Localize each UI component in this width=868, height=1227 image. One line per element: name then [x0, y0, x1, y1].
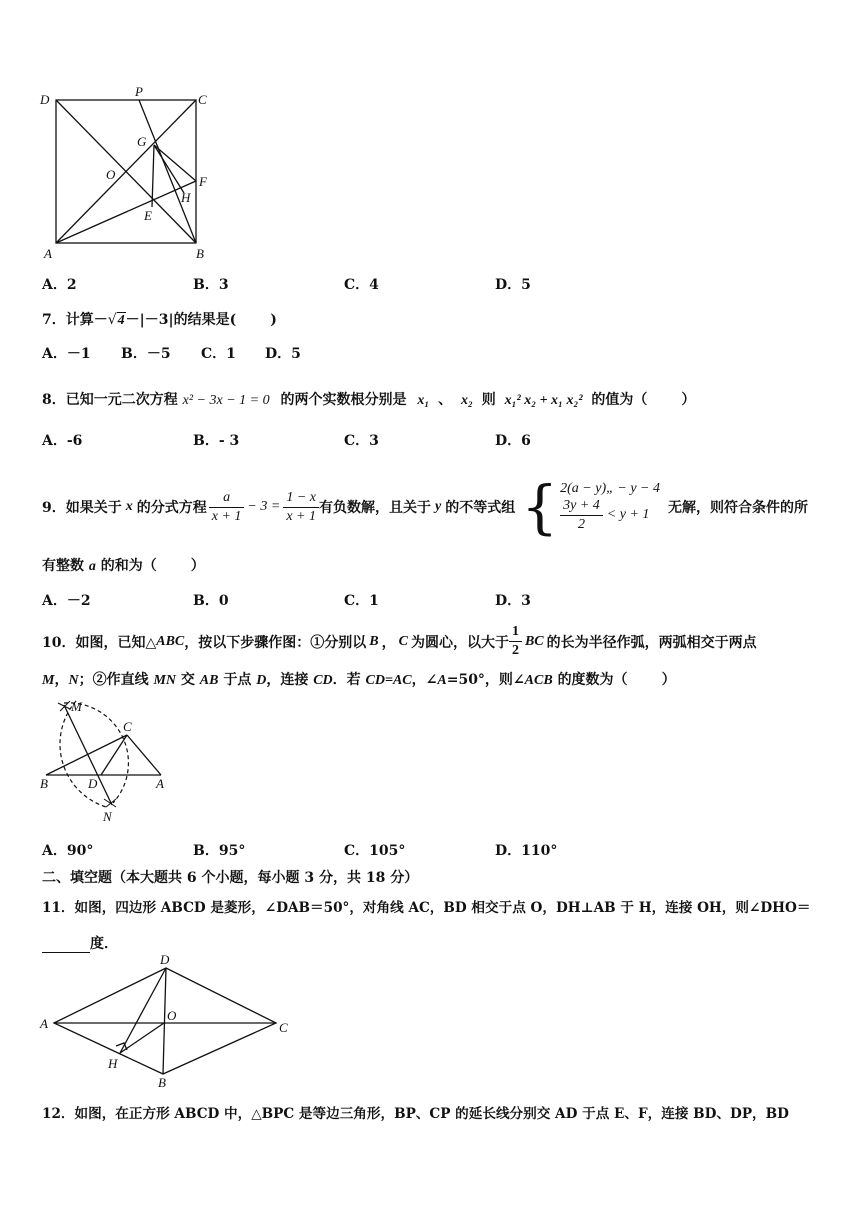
label-g: G	[137, 134, 147, 149]
q10-bc: BC	[524, 633, 544, 649]
label-h: H	[181, 190, 191, 205]
q10-d: D	[256, 673, 267, 688]
q9-fraction-2	[283, 489, 319, 526]
label-c: C	[279, 1020, 288, 1035]
question-9-line2	[42, 555, 205, 575]
segment-ge	[152, 145, 154, 207]
q6-option-c: C．4	[344, 277, 379, 293]
label-o: O	[167, 1008, 177, 1023]
question-9-line1	[42, 473, 809, 541]
segment-gf	[154, 145, 196, 181]
q10-n: N	[68, 673, 79, 688]
q7-option-b: B．－5	[121, 346, 171, 362]
segment-gh	[154, 145, 184, 193]
segment-dh	[120, 968, 166, 1053]
q8-x2: x₂	[460, 393, 473, 408]
q10-abc: ABC	[156, 633, 185, 649]
q10-c: C	[398, 633, 408, 649]
label-f: F	[199, 174, 207, 189]
q10-option-b: B．95°	[193, 843, 246, 859]
q10-line2-f: 于点	[223, 672, 252, 688]
label-b: B	[158, 1075, 166, 1090]
q9-sys-line1: 2(a − y)„ − y − 4	[560, 480, 661, 496]
question-10-line1	[42, 623, 757, 660]
q8-then: 则	[481, 392, 496, 408]
q10-half-den: 2	[511, 643, 519, 658]
q9-sys-frac-den: 2	[577, 516, 585, 532]
q10-option-a: A．90°	[42, 843, 94, 859]
q11-line2-end: 度．	[90, 936, 118, 952]
q9-system	[560, 481, 660, 534]
label-b: B	[40, 776, 48, 791]
q10-line2-b: ，	[54, 672, 69, 688]
label-o: O	[106, 167, 116, 182]
q8-option-d: D．6	[495, 433, 531, 449]
label-d: D	[160, 952, 170, 967]
q9-line2: 有整数	[42, 558, 84, 574]
q8-equation: x² − 3x − 1 = 0	[182, 393, 270, 408]
label-h: H	[108, 1056, 118, 1071]
q9-frac1-den: x + 1	[211, 508, 242, 524]
triangle-construction-figure	[36, 695, 176, 825]
q8-expr: x₁² x₂ + x₁ x₂²	[504, 393, 583, 408]
q10-line2-i: ，∠	[411, 672, 438, 688]
label-a: A	[156, 776, 164, 791]
q7-option-a: A．－1	[42, 346, 91, 362]
q10-mn: MN	[153, 673, 177, 688]
q9-fraction-1	[209, 489, 245, 526]
q10-close: ）	[661, 672, 676, 688]
q9-text4: 无解，则符合条件的所	[668, 500, 809, 516]
label-m: M	[71, 699, 82, 714]
q9-sys-line2-rest: < y + 1	[606, 507, 650, 522]
q10-line2-j: =50°，则∠	[446, 672, 525, 688]
q9-close: ）	[190, 558, 205, 574]
q8-x1: x₁	[417, 393, 430, 408]
q9-text1: 的分式方程	[136, 500, 207, 516]
q7-radical: 4	[117, 313, 125, 328]
label-b: B	[196, 246, 204, 261]
segment-af	[56, 181, 196, 243]
section-2-heading: 二、填空题（本大题共 6 个小题，每小题 3 分，共 18 分）	[42, 870, 419, 886]
q9-var-a: a	[88, 559, 96, 574]
label-n: N	[103, 809, 112, 824]
q10-half	[509, 623, 522, 660]
q9-minus3: − 3 =	[247, 499, 281, 514]
q9-var-x: x	[125, 499, 133, 514]
label-d: D	[40, 92, 50, 107]
label-c: C	[198, 92, 207, 107]
question-12-line1: 12．如图，在正方形 ABCD 中，△BPC 是等边三角形，BP、CP 的延长线分别交 AD 于点 E、F，连接 BD、DP，BD	[42, 1106, 789, 1122]
q9-text3: 的不等式组	[445, 500, 516, 516]
q10-aa: A	[437, 673, 447, 688]
q9-frac2-num: 1 − x	[283, 489, 319, 508]
q7-option-c: C．1	[201, 346, 236, 362]
q8-end: 的值为（	[591, 392, 648, 408]
q9-frac1-num: a	[209, 489, 245, 508]
q7-option-d: D．5	[265, 346, 301, 362]
q7-text-start: 7．计算－	[42, 312, 108, 328]
q8-option-b: B．- 3	[193, 433, 240, 449]
q10-option-c: C．105°	[344, 843, 406, 859]
q8-option-a: A．-6	[42, 433, 83, 449]
question-11-line1: 11．如图，四边形 ABCD 是菱形，∠DAB＝50°，对角线 AC，BD 相交于点 O，DH⊥AB 于 H，连接 OH，则∠DHO＝	[42, 900, 811, 916]
q9-option-a: A．－2	[42, 593, 91, 609]
q8-mid: 的两个实数根分别是	[280, 392, 407, 408]
q10-option-d: D．110°	[495, 843, 558, 859]
label-e: E	[144, 208, 152, 223]
q7-text-mid: －|－3|的结果是(	[125, 312, 237, 328]
question-7	[42, 309, 277, 329]
label-d: D	[88, 776, 98, 791]
q9-var-y: y	[435, 499, 442, 514]
q8-option-c: C．3	[344, 433, 379, 449]
tick-m1	[58, 703, 70, 709]
q7-text-end: )	[270, 312, 277, 328]
q10-line1-c: 为圆心，以大于	[410, 634, 509, 651]
q9-frac2-den: x + 1	[286, 508, 316, 524]
q9-sys-fraction	[560, 497, 603, 534]
question-10-line2	[42, 669, 676, 689]
q9-text2: 有负数解，且关于	[319, 500, 431, 516]
label-a: A	[40, 1016, 48, 1031]
q10-b: B	[369, 633, 379, 649]
q10-comma: ，	[381, 634, 396, 651]
q8-close: ）	[681, 392, 696, 408]
sqrt-symbol: √	[107, 312, 117, 328]
question-8	[42, 389, 695, 409]
q10-half-num: 1	[509, 623, 522, 642]
q10-line1-d: 的长为半径作弧，两弧相交于两点	[546, 634, 757, 651]
diagonal-bd	[163, 968, 166, 1074]
q9-system-brace: {	[521, 473, 559, 541]
q10-ab: AB	[199, 673, 219, 688]
q8-sep: 、	[438, 392, 453, 408]
q10-cond: CD=AC	[365, 673, 412, 688]
segment-bc	[46, 735, 127, 775]
q6-option-b: B．3	[193, 277, 229, 293]
q9-number: 9．如果关于	[42, 500, 122, 516]
q10-line1-a: 10．如图，已知△	[42, 634, 157, 651]
q10-m: M	[42, 673, 55, 688]
q9-option-d: D．3	[495, 593, 531, 609]
label-a: A	[44, 246, 52, 261]
label-p: P	[135, 84, 143, 99]
q10-line2-e: 交	[180, 672, 195, 688]
segment-ca	[127, 735, 161, 775]
square-figure	[36, 82, 226, 267]
q6-option-a: A．2	[42, 277, 77, 293]
q9-line2-end: 的和为（	[100, 558, 157, 574]
q9-sys-frac-num: 3y + 4	[560, 497, 603, 516]
q10-cd: CD	[313, 673, 333, 688]
rhombus-figure	[36, 950, 296, 1090]
q10-line2-d: ；②作直线	[78, 672, 149, 688]
q10-acb: ACB	[524, 673, 553, 688]
q6-option-d: D．5	[495, 277, 531, 293]
q9-option-b: B．0	[193, 593, 229, 609]
q10-line1-b: ，按以下步骤作图：①分别以	[184, 634, 367, 651]
q10-line2-h: ．若	[332, 672, 361, 688]
q10-line2-k: 的度数为（	[557, 672, 628, 688]
q8-number: 8．已知一元二次方程	[42, 392, 178, 408]
label-c: C	[123, 719, 132, 734]
arc-from-c	[60, 701, 106, 807]
q9-option-c: C．1	[344, 593, 379, 609]
q10-line2-g: ，连接	[266, 672, 309, 688]
